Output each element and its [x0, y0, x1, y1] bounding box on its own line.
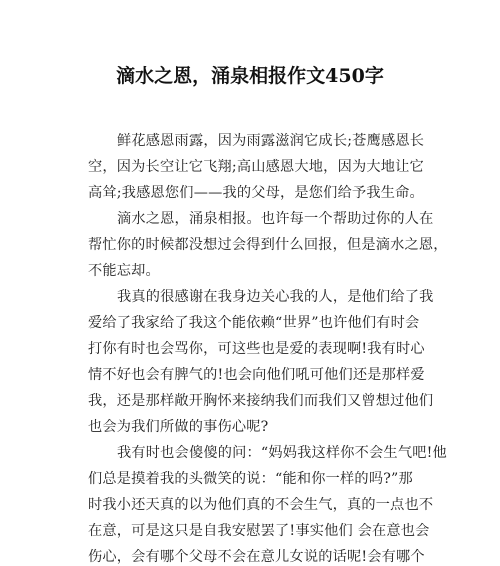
document-title: 滴水之恩，涌泉相报作文450字	[116, 65, 384, 87]
text-line: 爱给了我家给了我这个能依赖“世界”也许他们有时会	[88, 315, 420, 331]
text-line: 时我小还天真的以为他们真的不会生气，真的一点也不	[88, 497, 434, 513]
text-line: 打你有时也会骂你，可这些也是爱的表现啊!我有时心	[88, 341, 425, 357]
text-line: 们总是摸着我的头微笑的说：“能和你一样的吗?”那	[88, 471, 413, 487]
text-line: 我有时也会傻傻的问：“妈妈我这样你不会生气吧!他	[117, 445, 447, 461]
text-line: 帮忙你的时候都没想过会得到什么回报，但是滴水之恩，	[88, 237, 448, 253]
document-body	[88, 128, 448, 566]
text-line: 我真的很感谢在我身边关心我的人，是他们给了我	[117, 289, 434, 305]
text-line: 在意，可是这只是自我安慰罢了!事实他们 会在意也会	[88, 523, 430, 539]
text-line: 滴水之恩，涌泉相报。也许每一个帮助过你的人在	[117, 211, 434, 227]
text-line: 空，因为长空让它飞翔;高山感恩大地，因为大地让它	[88, 159, 424, 175]
text-line: 不能忘却。	[88, 263, 160, 279]
text-line: 伤心，会有哪个父母不会在意儿女说的话呢!会有哪个	[88, 549, 425, 565]
text-line: 我，还是那样敞开胸怀来接纳我们而我们又曾想过他们	[88, 393, 434, 409]
text-line: 情不好也会有脾气的!也会向他们吼可他们还是那样爱	[88, 367, 425, 383]
text-line: 高耸;我感恩您们——我的父母，是您们给予我生命。	[88, 185, 424, 201]
text-line: 鲜花感恩雨露，因为雨露滋润它成长;苍鹰感恩长	[117, 133, 425, 149]
text-line: 也会为我们所做的事伤心呢?	[88, 419, 269, 435]
